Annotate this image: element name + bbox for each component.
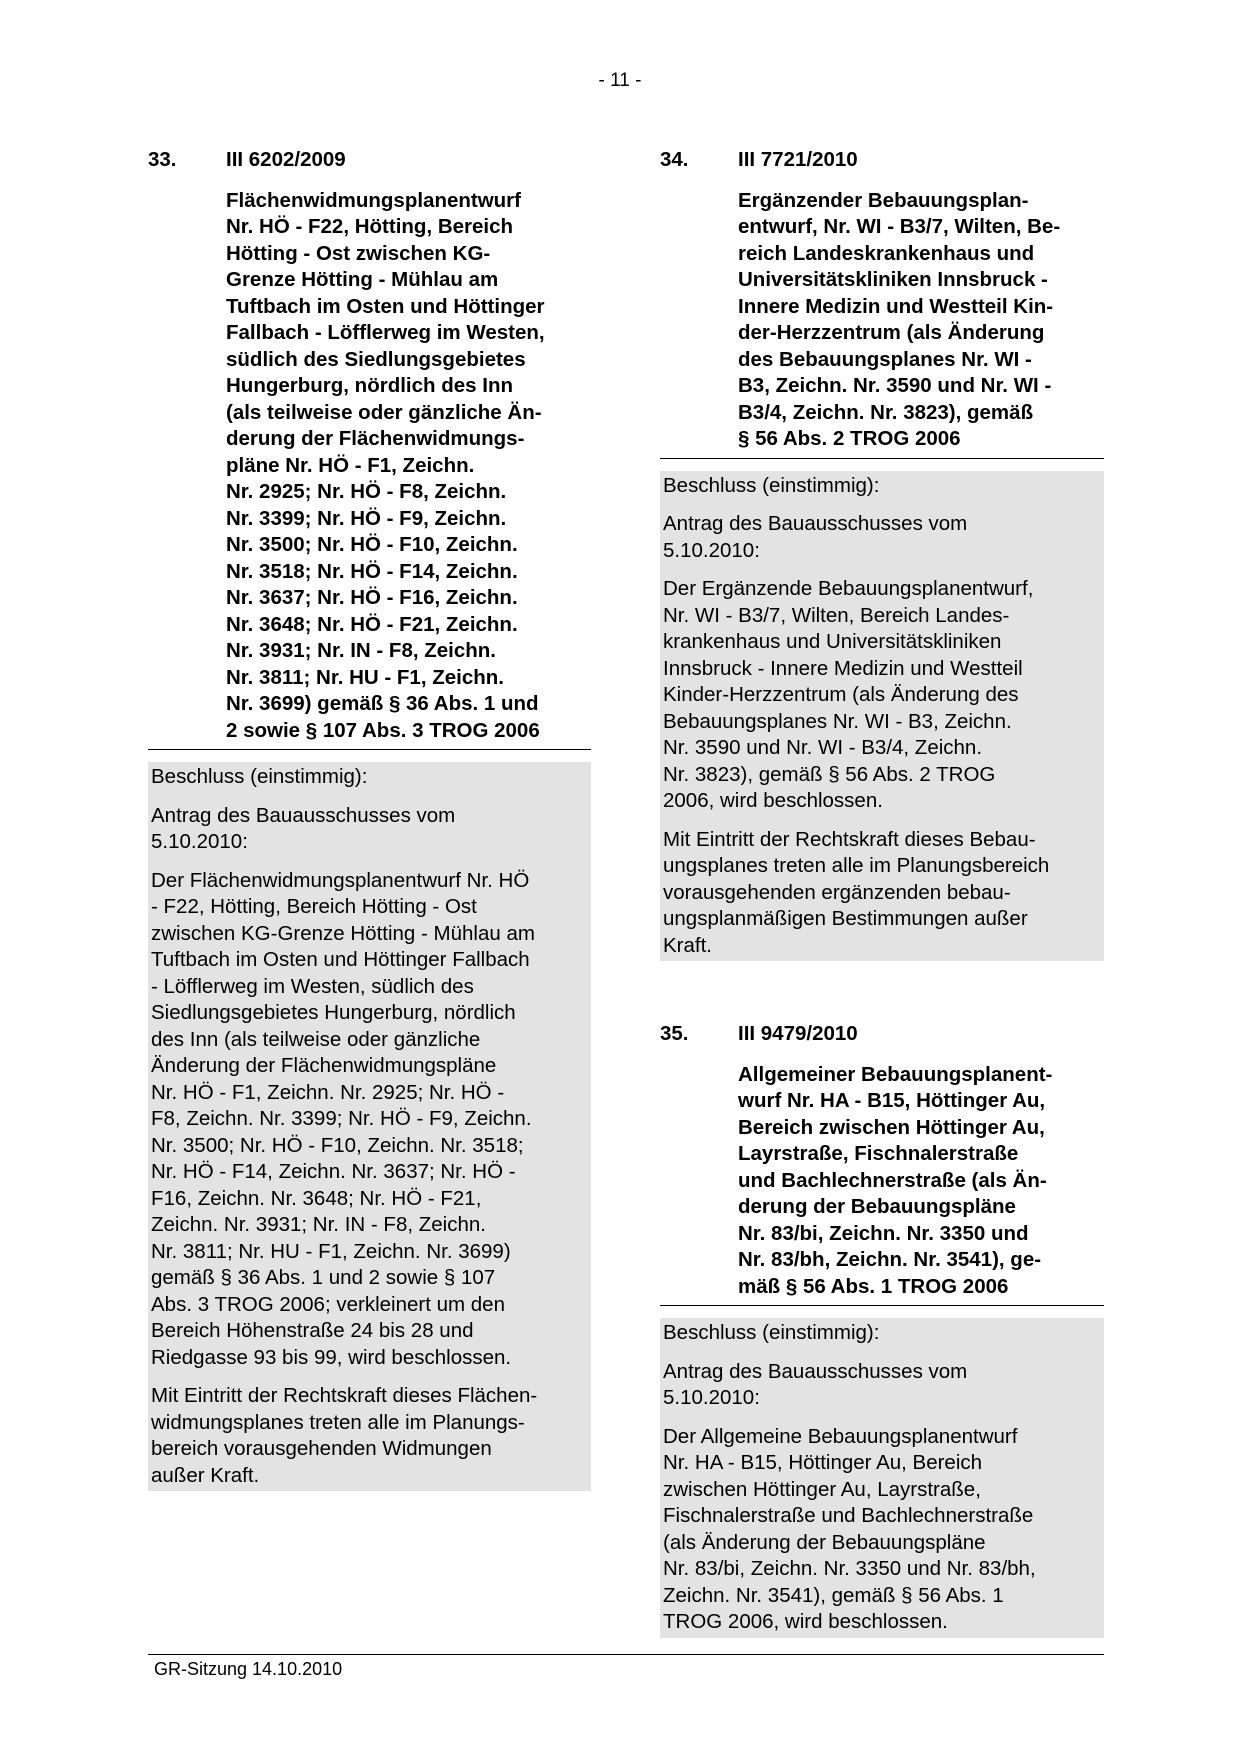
item-title: Allgemeiner Bebauungsplanent- wurf Nr. HA - B15, Höttinger Au, Bereich zwischen Höttinger Au, Layrstraße, Fischnalerstraße und Bachlechnerstraße (als Än- derung der Bebauungspläne Nr. 83/bi, Zeichn. Nr. 3350 und Nr. 83/bh, Zeichn. Nr. 3541), ge- mäß § 56 Abs. 1 TROG 2006	[738, 1062, 1053, 1298]
item-number: 33.	[148, 148, 177, 171]
item-title: Flächenwidmungsplanentwurf Nr. HÖ - F22, Hötting, Bereich Hötting - Ost zwischen KG- Grenze Hötting - Mühlau am Tuftbach im Osten und Höttinger Fallbach - Löfflerweg im Westen, südlich des Siedlungsgebietes Hungerburg, nördlich des Inn (als teilweise oder gänzliche Än- derung der Flächenwidmungs- pläne Nr. HÖ - F1, Zeichn. Nr. 2925; Nr. HÖ - F8, Zeichn. Nr. 3399; Nr. HÖ - F9, Zeichn. Nr. 3500; Nr. HÖ - F10, Zeichn. Nr. 3518; Nr. HÖ - F14, Zeichn. Nr. 3637; Nr. HÖ - F16, Zeichn. Nr. 3648; Nr. HÖ - F21, Zeichn. Nr. 3931; Nr. IN - F8, Zeichn. Nr. 3811; Nr. HU - F1, Zeichn. Nr. 3699) gemäß § 36 Abs. 1 und 2 sowie § 107 Abs. 3 TROG 2006	[226, 188, 545, 742]
decision-label: Beschluss (einstimmig):	[151, 765, 368, 788]
left-column	[148, 147, 591, 1491]
resolution-text: Der Flächenwidmungsplanentwurf Nr. HÖ - F22, Hötting, Bereich Hötting - Ost zwischen KG-Grenze Hötting - Mühlau am Tuftbach im Osten und Höttinger Fallbach - Löfflerweg im Westen, südlich des Siedlungsgebietes Hungerburg, nördlich des Inn (als teilweise oder gänzliche Änderung der Flächenwidmungspläne Nr. HÖ - F1, Zeichn. Nr. 2925; Nr. HÖ - F8, Zeichn. Nr. 3399; Nr. HÖ - F9, Zeichn. Nr. 3500; Nr. HÖ - F10, Zeichn. Nr. 3518; Nr. HÖ - F14, Zeichn. Nr. 3637; Nr. HÖ - F16, Zeichn. Nr. 3648; Nr. HÖ - F21, Zeichn. Nr. 3931; Nr. IN - F8, Zeichn. Nr. 3811; Nr. HU - F1, Zeichn. Nr. 3699) gemäß § 36 Abs. 1 und 2 sowie § 107 Abs. 3 TROG 2006; verkleinert um den Bereich Höhenstraße 24 bis 28 und Riedgasse 93 bis 99, wird beschlossen.	[151, 868, 535, 1369]
item-number: 35.	[660, 1022, 689, 1045]
resolution-text: Der Ergänzende Bebauungsplanentwurf, Nr. WI - B3/7, Wilten, Bereich Landes- krankenhaus und Universitätskliniken Innsbruck - Innere Medizin und Westteil Kinder-Herzzentrum (als Änderung des Bebauungsplanes Nr. WI - B3, Zeichn. Nr. 3590 und Nr. WI - B3/4, Zeichn. Nr. 3823), gemäß § 56 Abs. 2 TROG 2006, wird beschlossen.	[663, 577, 1034, 812]
resolution-text: Der Allgemeine Bebauungsplanentwurf Nr. HA - B15, Höttinger Au, Bereich zwischen Höttinger Au, Layrstraße, Fischnalerstraße und Bachlechnerstraße (als Änderung der Bebauungspläne Nr. 83/bi, Zeichn. Nr. 3350 und Nr. 83/bh, Zeichn. Nr. 3541), gemäß § 56 Abs. 1 TROG 2006, wird beschlossen.	[663, 1424, 1036, 1633]
item-reference: III 9479/2010	[738, 1022, 858, 1045]
agenda-item-34	[660, 147, 1104, 961]
decision-box	[660, 1318, 1104, 1638]
agenda-item-35	[660, 1021, 1104, 1638]
right-column	[660, 147, 1104, 1638]
motion-text: Antrag des Bauausschusses vom 5.10.2010:	[663, 512, 968, 562]
decision-label: Beschluss (einstimmig):	[663, 473, 880, 497]
motion-text: Antrag des Bauausschusses vom 5.10.2010:	[663, 1359, 968, 1409]
motion-text: Antrag des Bauausschusses vom 5.10.2010:	[151, 803, 456, 853]
decision-box	[148, 762, 591, 1491]
page-number: - 11 -	[598, 70, 642, 91]
footer-divider	[148, 1654, 1104, 1655]
item-title: Ergänzender Bebauungsplan- entwurf, Nr. WI - B3/7, Wilten, Be- reich Landeskrankenhaus und Universitätskliniken Innsbruck - Innere Medizin und Westteil Kin- der-Herzzentrum (als Änderung des Bebauungsplanes Nr. WI - B3, Zeichn. Nr. 3590 und Nr. WI - B3/4, Zeichn. Nr. 3823), gemäß § 56 Abs. 2 TROG 2006	[738, 188, 1061, 450]
item-heading	[148, 147, 591, 750]
agenda-item-33	[148, 147, 591, 1491]
note-text: Mit Eintritt der Rechtskraft dieses Flächen- widmungsplanes treten alle im Planungs- bereich vorausgehenden Widmungen außer Kraft.	[151, 1384, 538, 1487]
decision-label: Beschluss (einstimmig):	[663, 1321, 880, 1344]
item-number: 34.	[660, 148, 689, 171]
item-reference: III 6202/2009	[226, 148, 346, 171]
footer-session-label: GR-Sitzung 14.10.2010	[154, 1659, 343, 1679]
note-text: Mit Eintritt der Rechtskraft dieses Bebau- ungsplanes treten alle im Planungsbereich vorausgehenden ergänzenden bebau- ungsplanmäßigen Bestimmungen außer Kraft.	[663, 827, 1050, 957]
item-reference: III 7721/2010	[738, 148, 858, 171]
item-heading	[660, 1021, 1104, 1306]
item-heading	[660, 147, 1104, 459]
decision-box	[660, 471, 1104, 962]
